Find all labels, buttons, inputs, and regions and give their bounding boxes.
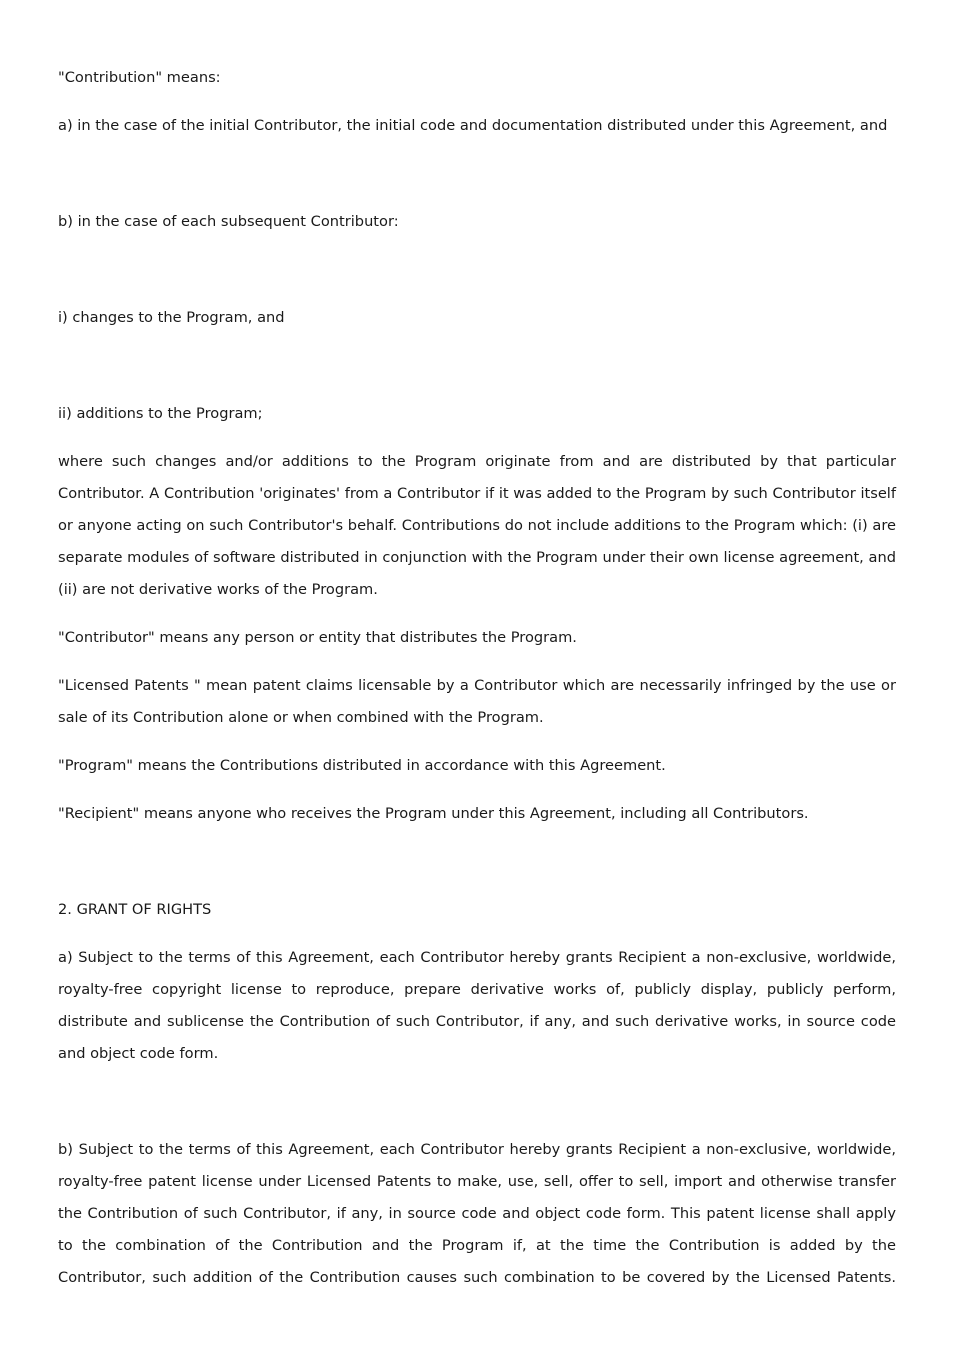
contribution-clause-a: a) in the case of the initial Contributor, the initial code and documentation distributed under this Agreement, and bbox=[58, 117, 888, 134]
document-page bbox=[58, 62, 896, 1294]
grant-clause-a: a) Subject to the terms of this Agreement, each Contributor hereby grants Recipient a non-exclusive, worldwide, royalty-free copyright license to reproduce, prepare derivative works of, publicly display, publicly perform, distribute and sublicense the Contribution of such Contributor, if any, and such derivative works, in source code and object code form. bbox=[58, 949, 896, 1062]
contribution-clause-b: b) in the case of each subsequent Contributor: bbox=[58, 213, 399, 230]
definition-recipient: "Recipient" means anyone who receives the Program under this Agreement, including all Contributors. bbox=[58, 805, 809, 822]
section-heading-grant-of-rights: 2. GRANT OF RIGHTS bbox=[58, 901, 212, 918]
definition-licensed-patents: "Licensed Patents " mean patent claims licensable by a Contributor which are necessarily infringed by the use or sale of its Contribution alone or when combined with the Program. bbox=[58, 677, 896, 726]
grant-clause-b: b) Subject to the terms of this Agreement, each Contributor hereby grants Recipient a non-exclusive, worldwide, royalty-free patent license under Licensed Patents to make, use, sell, offer to sell, import and otherwise transfer the Contribution of such Contributor, if any, in source code and object code form. This patent license shall apply to the combination of the Contribution and the Program if, at the time the Contribution is added by the Contributor, such addition of the Contribution causes such combination to be covered by the Licensed Patents. bbox=[58, 1141, 896, 1286]
definition-contributor: "Contributor" means any person or entity that distributes the Program. bbox=[58, 629, 577, 646]
contribution-clause-b-ii: ii) additions to the Program; bbox=[58, 405, 263, 422]
contribution-origination-paragraph: where such changes and/or additions to the Program originate from and are distributed by that particular Contributor. A Contribution 'originates' from a Contributor if it was added to the Program by such Contributor itself or anyone acting on such Contributor's behalf. Contributions do not include additions to the Program which: (i) are separate modules of software distributed in conjunction with the Program under their own license agreement, and (ii) are not derivative works of the Program. bbox=[58, 453, 896, 598]
contribution-clause-b-i: i) changes to the Program, and bbox=[58, 309, 285, 326]
definition-program: "Program" means the Contributions distributed in accordance with this Agreement. bbox=[58, 757, 666, 774]
definition-contribution: "Contribution" means: bbox=[58, 69, 221, 86]
